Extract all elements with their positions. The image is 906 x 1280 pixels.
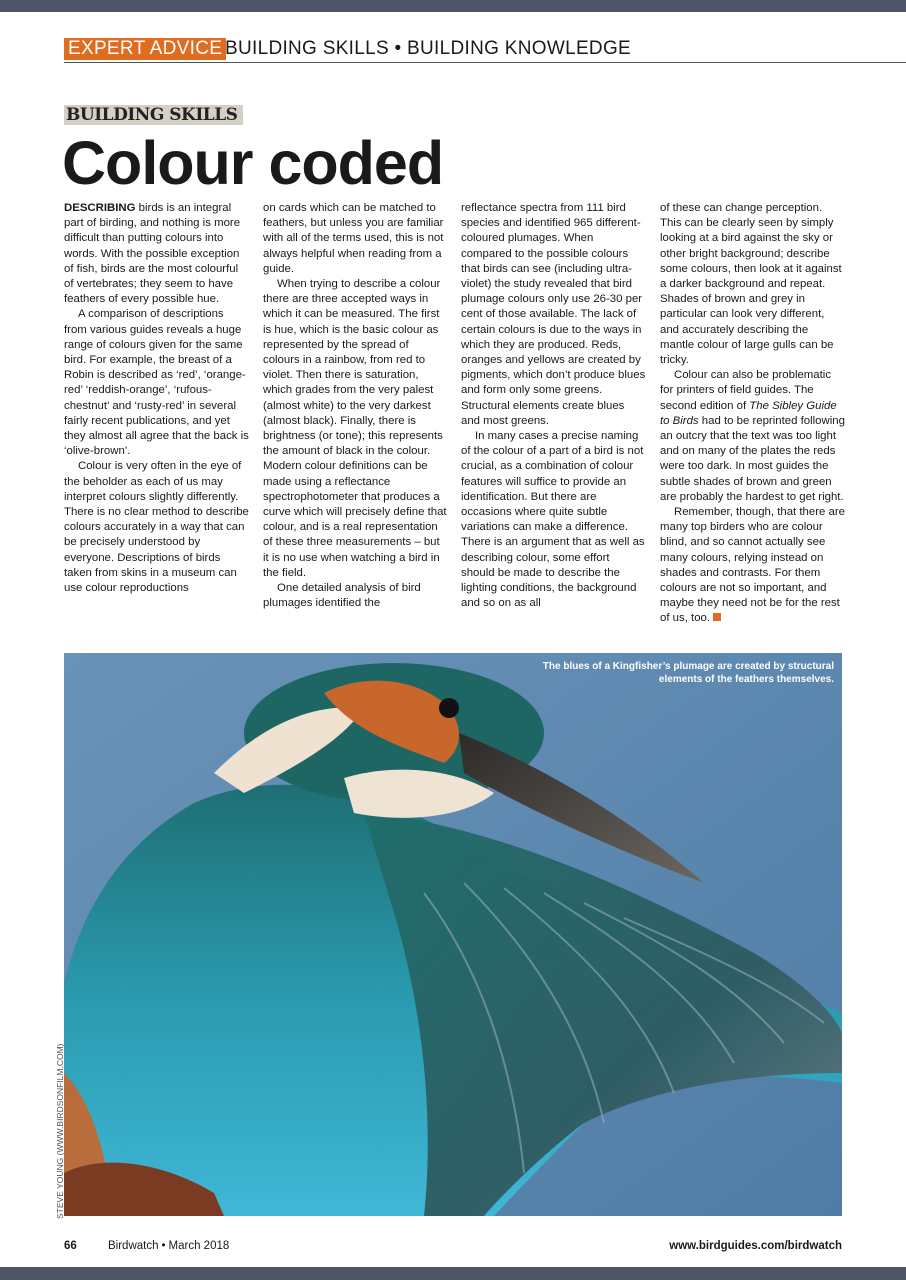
paragraph: One detailed analysis of bird plumages identified the xyxy=(263,582,421,610)
magazine-name: Birdwatch xyxy=(108,1240,159,1252)
issue-date: March 2018 xyxy=(168,1240,230,1252)
text-column-2 xyxy=(263,201,448,611)
page-number: 66 xyxy=(64,1240,77,1252)
page-footer xyxy=(64,1238,842,1254)
kingfisher-eye xyxy=(439,698,459,718)
paragraph xyxy=(660,368,845,505)
kingfisher-illustration xyxy=(64,653,842,1216)
section-header xyxy=(64,38,906,63)
paragraph-text: had to be reprinted following an outcry that the text was too light and on many of the plates the reds were too dark. In most guides the subtle shades of brown and green are probably the hardest to get right. xyxy=(660,414,845,503)
section-title: BUILDING SKILLS • BUILDING KNOWLEDGE xyxy=(225,38,631,59)
paragraph xyxy=(660,505,845,627)
paragraph: on cards which can be matched to feathers, but unless you are familiar with all of the terms used, this is not always helpful when reading from a guide. xyxy=(263,202,444,275)
magazine-issue xyxy=(108,1238,229,1254)
text-column-4 xyxy=(660,201,845,627)
paragraph: A comparison of descriptions from various guides reveals a huge range of colours given for the same bird. For example, the breast of a Robin is described as ‘red’, ‘orange-red’ ‘reddish-orange’, ‘rufous-chestnut’ and ‘rusty-red’ in several fairly recent publications, and yet they almost all agree that the back is ‘olive-brown’. xyxy=(64,308,249,458)
end-of-article-icon xyxy=(713,613,721,621)
paragraph xyxy=(64,201,249,307)
paragraph: In many cases a precise naming of the colour of a part of a bird is not crucial, as a combination of colour features will suffice to provide an identification. But there are occasions where quite subtle variations can make a difference. There is an argument that as well as describing colour, some effort should be made to describe the lighting conditions, the background and so on as all xyxy=(461,430,645,610)
paragraph: of these can change perception. This can be clearly seen by simply looking at a bird against the sky or other bright background; describe some colours, then look at it against a darker background and repeat. Shades of brown and grey in particular can look very different, and accurately describing the mantle colour of large gulls can be tricky. xyxy=(660,202,842,367)
article-title: Colour coded xyxy=(62,129,444,197)
text-column-3 xyxy=(461,201,646,611)
section-tag: EXPERT ADVICE xyxy=(64,38,226,60)
lead-word: DESCRIBING xyxy=(64,202,136,214)
paragraph-text: Remember, though, that there are many top birders who are colour blind, and so cannot actually see many colours, relying instead on shades and contrasts. For them colours are not so important, and maybe they need not be for the rest of us, too. xyxy=(660,506,845,625)
separator-dot: • xyxy=(161,1240,166,1252)
paragraph-text: Colour can also be problematic for printers of field guides. The second edition of xyxy=(660,369,832,412)
paragraph: reflectance spectra from 111 bird species and identified 965 different-coloured plumages. When compared to the possible colours that birds can see (including ultra-violet) the study revealed that bird plumage colours only use 26-30 per cent of those available. The lack of certain colours is due to the ways in which they are produced. Reds, oranges and yellows are created by pigments, which don’t produce blues and form only some greens. Structural elements create blues and most greens. xyxy=(461,202,646,427)
photo-credit: STEVE YOUNG (WWW.BIRDSONFILM.COM) xyxy=(55,1043,65,1219)
book-title: The Sibley Guide to Birds xyxy=(660,399,837,427)
paragraph-text: birds is an integral part of birding, and nothing is more difficult than putting colours into words. With the possible exception of fish, birds are the most colourful of vertebrates; they seem to have feathers of every possible hue. xyxy=(64,202,241,306)
website-link[interactable]: www.birdguides.com/birdwatch xyxy=(669,1240,842,1252)
paragraph: Colour is very often in the eye of the beholder as each of us may interpret colours slightly differently. There is no clear method to describe colours accurately in a way that can be precisely understood by everyone. Descriptions of birds taken from skins in a museum can use colour reproductions xyxy=(64,460,249,595)
text-column-1 xyxy=(64,201,249,596)
photo-caption: The blues of a Kingfisher’s plumage are created by structural elements of the feathers themselves. xyxy=(542,661,834,685)
paragraph: When trying to describe a colour there are three accepted ways in which it can be measured. The first is hue, which is the basic colour as represented by the spread of colours in a rainbow, from red to violet. Then there is saturation, which grades from the very palest (almost white) to the very darkest (almost black). Finally, there is brightness (or tone); this represents the amount of black in the colour. Modern colour definitions can be made using a reflectance spectrophotometer that produces a curve which will precisely define that colour, and is a real representation of these three measurements – but it is no use when watching a bird in the field. xyxy=(263,278,447,579)
magazine-page xyxy=(0,12,906,1267)
article-kicker: BUILDING SKILLS xyxy=(64,105,243,125)
kingfisher-photo xyxy=(64,653,842,1216)
